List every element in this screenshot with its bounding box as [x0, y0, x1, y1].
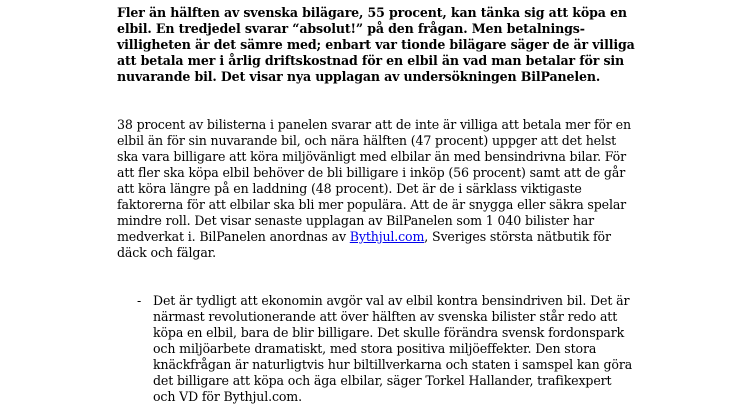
body-paragraph [117, 117, 637, 261]
body-text-before-link: 38 procent av bilisterna i panelen svarar att de inte är villiga att betala mer för en elbil än för sin nuvarande bil, och nära hälften (47 procent) uppger att det helst ska vara billigare att köra miljövänligt med elbilar än med bensindrivna bilar. För att fler ska köpa elbil behöver de bli billigare i inköp (56 procent) samt att de går att köra längre på en laddning (48 procent). Det är de i särklass viktigaste faktorerna för att elbilar ska bli mer populära. Att de är snygga eller säkra spelar mindre roll. Det visar senaste upplagan av BilPanelen som 1 040 bilister har medverkat i. BilPanelen anordnas av [117, 117, 631, 244]
body-text-after-link: , Sveriges största nätbutik för däck och fälgar. [117, 229, 611, 260]
bullet-text: Det är tydligt att ekonomin avgör val av elbil kontra bensindriven bil. Det är närmast revolutionerande att över hälften av svenska bilister står redo att köpa en elbil, bara de blir billigare. Det skulle förändra svensk fordonspark och miljöarbete dramatiskt, med stora positiva miljöeffekter. Den stora knäckfrågan är naturligtvis hur biltillverkarna och staten i samspel kan göra det billigare att köpa och äga elbilar, säger Torkel Hallander, trafikexpert och VD för Bythjul.com. [153, 293, 633, 404]
bullet-marker: - [137, 293, 142, 308]
lead-paragraph: Fler än hälften av svenska bilägare, 55 procent, kan tänka sig att köpa en elbil. En tredjedel svarar “absolut!” på den frågan. Men betalnings-villigheten är det sämre med; enbart var tionde bilägare säger de är villiga att betala mer i årlig driftskostnad för en elbil än vad man betalar för sin nuvarande bil. Det visar nya upplagan av undersökningen BilPanelen. [117, 5, 635, 84]
bythjul-link[interactable]: Bythjul.com [349, 229, 425, 244]
quote-bullet-item [117, 293, 637, 405]
